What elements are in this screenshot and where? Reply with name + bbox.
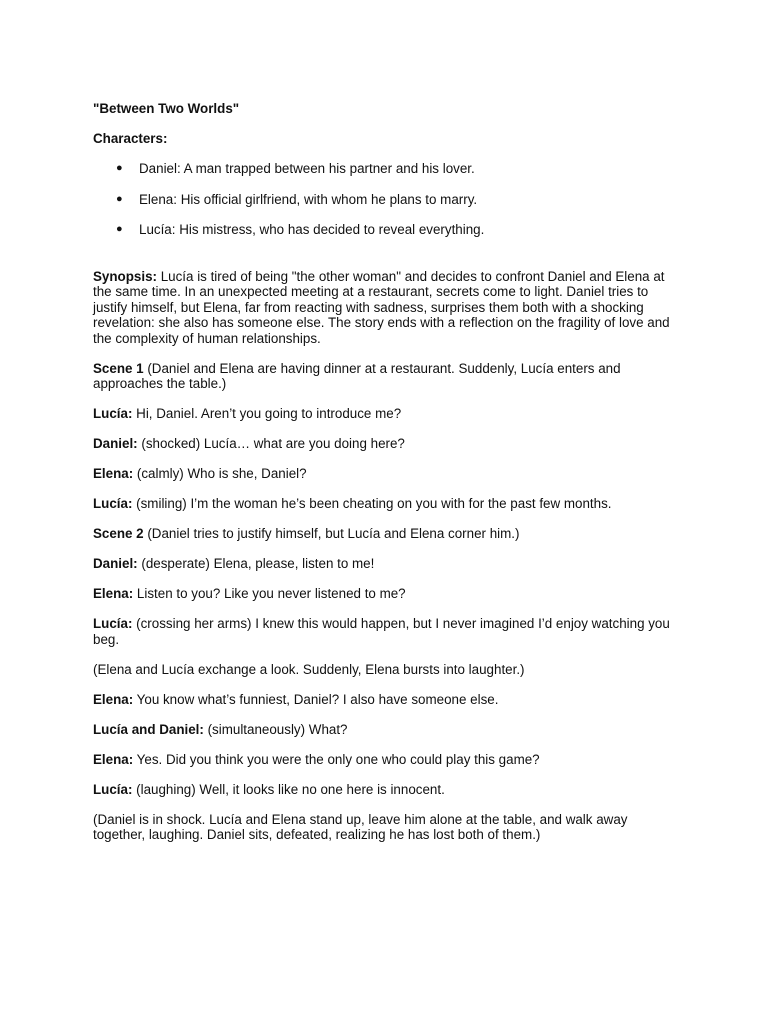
dialogue-line [93, 556, 673, 572]
dialogue-text: You know what’s funniest, Daniel? I also have someone else. [133, 691, 499, 707]
dialogue-text: Listen to you? Like you never listened to me? [133, 586, 406, 601]
character-list [93, 161, 673, 238]
dialogue-line [93, 752, 673, 768]
dialogue-line [93, 466, 673, 482]
speaker-label: Lucía: [93, 406, 133, 421]
document-page [93, 101, 673, 857]
list-item [93, 222, 673, 238]
dialogue-line [93, 782, 673, 798]
synopsis-paragraph [93, 269, 673, 347]
speaker-label: Elena: [93, 751, 134, 767]
dialogue-text: (desperate) Elena, please, listen to me! [137, 556, 375, 571]
dialogue-text: (shocked) Lucía… what are you doing here? [137, 436, 405, 451]
speaker-label: Lucía: [93, 496, 133, 511]
speaker-label: Lucía: [93, 781, 133, 797]
character-description: Lucía: His mistress, who has decided to reveal everything. [139, 222, 485, 237]
list-item [93, 161, 673, 177]
paragraph-label: Scene 1 [93, 360, 144, 376]
dialogue-text: (smiling) I’m the woman he’s been cheating on you with for the past few months. [132, 496, 612, 511]
stage-direction [93, 812, 673, 843]
paragraph-text: (Daniel tries to justify himself, but Lucía and Elena corner him.) [143, 526, 520, 541]
speaker-label: Elena: [93, 586, 134, 601]
stage-direction-text: (Daniel is in shock. Lucía and Elena stand up, leave him alone at the table, and walk away together, laughing. Daniel sits, defeated, realizing he has lost both of them.) [93, 811, 628, 842]
paragraph-label: Synopsis: [93, 268, 157, 284]
bullet-icon: ● [116, 162, 123, 174]
character-description: Daniel: A man trapped between his partner and his lover. [139, 161, 475, 176]
speaker-label: Daniel: [93, 436, 138, 451]
dialogue-text: (simultaneously) What? [203, 721, 348, 737]
bullet-icon: ● [116, 223, 123, 235]
scene-heading-paragraph [93, 361, 673, 392]
dialogue-text: Hi, Daniel. Aren’t you going to introduce me? [132, 406, 402, 421]
bullet-icon: ● [116, 192, 123, 205]
dialogue-text: (calmly) Who is she, Daniel? [133, 466, 307, 481]
stage-direction [93, 662, 673, 678]
dialogue-line [93, 586, 673, 602]
paragraph-text: (Daniel and Elena are having dinner at a restaurant. Suddenly, Lucía enters and approaches the table.) [93, 360, 621, 391]
dialogue-line [93, 616, 673, 647]
stage-direction-text: (Elena and Lucía exchange a look. Suddenly, Elena bursts into laughter.) [93, 661, 525, 677]
speaker-label: Lucía: [93, 616, 133, 631]
dialogue-line [93, 692, 673, 708]
document-title: "Between Two Worlds" [93, 101, 240, 116]
dialogue-text: (crossing her arms) I knew this would happen, but I never imagined I’d enjoy watching you beg. [93, 616, 670, 647]
dialogue-text: Yes. Did you think you were the only one who could play this game? [133, 751, 540, 767]
speaker-label: Elena: [93, 691, 134, 707]
paragraph-label: Scene 2 [93, 526, 144, 541]
characters-heading: Characters: [93, 130, 168, 146]
dialogue-line [93, 496, 673, 512]
list-item [93, 192, 673, 208]
dialogue-line [93, 722, 673, 738]
speaker-label: Daniel: [93, 556, 138, 571]
dialogue-text: (laughing) Well, it looks like no one here is innocent. [132, 781, 445, 797]
speaker-label: Lucía and Daniel: [93, 721, 204, 737]
speaker-label: Elena: [93, 466, 134, 481]
character-description: Elena: His official girlfriend, with whom he plans to marry. [139, 191, 478, 207]
dialogue-line [93, 436, 673, 452]
paragraph-text: Lucía is tired of being "the other woman" and decides to confront Daniel and Elena at the same time. In an unexpected meeting at a restaurant, secrets come to light. Daniel tries to justify himself, but Elena, far from reacting with sadness, surprises them both with a shocking revelation: she also has someone else. The story ends with a reflection on the fragility of love and the complexity of human relationships. [93, 268, 670, 346]
scene-heading-paragraph [93, 526, 673, 542]
dialogue-line [93, 406, 673, 422]
